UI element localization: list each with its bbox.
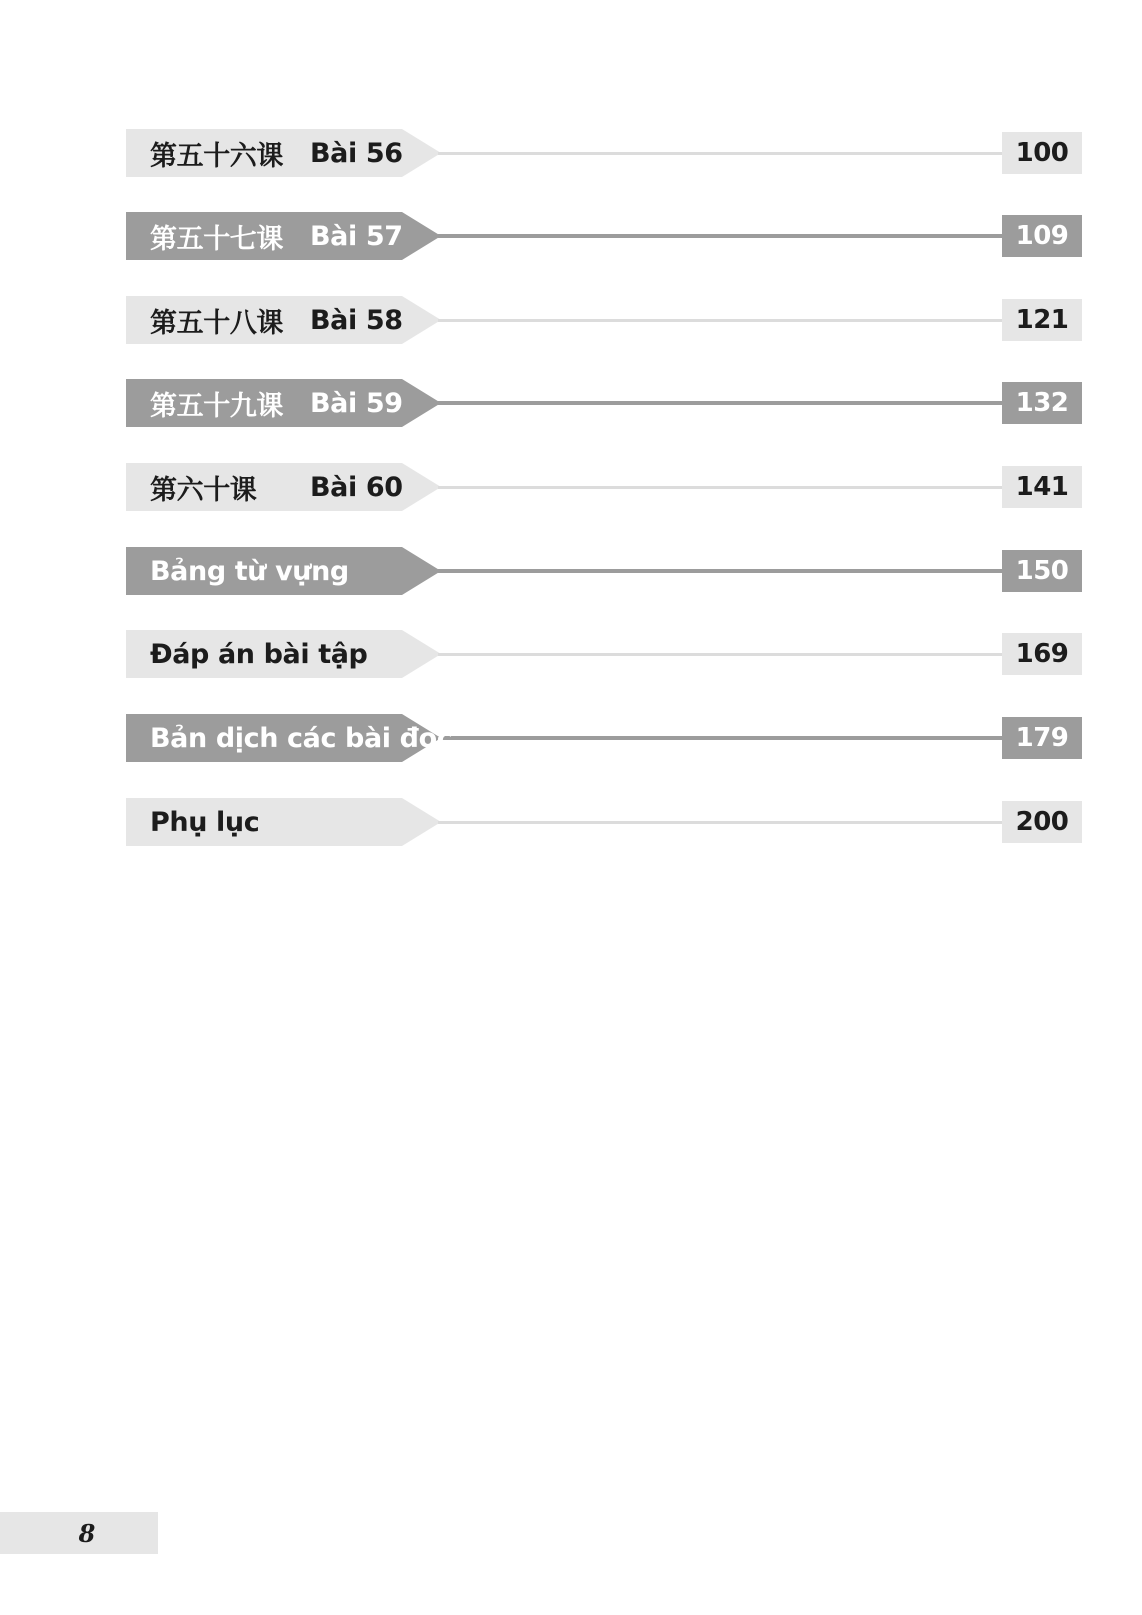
entry-title bbox=[150, 547, 349, 595]
entry-title bbox=[150, 798, 259, 846]
entry-title bbox=[150, 379, 403, 427]
entry-page-number: 100 bbox=[1002, 132, 1082, 174]
entry-page-number: 150 bbox=[1002, 550, 1082, 592]
leader-line bbox=[438, 569, 1082, 573]
toc-entry-lesson-60[interactable] bbox=[126, 463, 1069, 511]
entry-title bbox=[150, 714, 452, 762]
leader-line bbox=[438, 653, 1082, 656]
entry-title bbox=[150, 212, 403, 260]
entry-title-vietnamese: Bài 58 bbox=[310, 304, 403, 336]
toc-entry-lesson-57[interactable] bbox=[126, 212, 1069, 260]
entry-page-number: 121 bbox=[1002, 299, 1082, 341]
page-number: 8 bbox=[78, 1518, 96, 1548]
toc-entry-appendix[interactable] bbox=[126, 798, 1069, 846]
leader-line bbox=[438, 234, 1082, 238]
page-footer bbox=[0, 1512, 158, 1554]
entry-title-chinese: 第五十六课 bbox=[150, 140, 283, 172]
toc-entry-lesson-56[interactable] bbox=[126, 129, 1069, 177]
entry-title-chinese: 第六十课 bbox=[150, 474, 257, 506]
entry-title-vietnamese: Bài 57 bbox=[310, 220, 403, 252]
entry-title-vietnamese: Bản dịch các bài đọc bbox=[150, 722, 453, 754]
entry-page-number: 141 bbox=[1002, 466, 1082, 508]
entry-title-vietnamese: Đáp án bài tập bbox=[150, 638, 368, 670]
leader-line bbox=[438, 486, 1082, 489]
entry-title-vietnamese: Bảng từ vựng bbox=[150, 555, 349, 587]
entry-page-number: 109 bbox=[1002, 215, 1082, 257]
entry-title-vietnamese: Phụ lục bbox=[150, 806, 260, 838]
entry-page-number: 200 bbox=[1002, 801, 1082, 843]
entry-title-chinese: 第五十八课 bbox=[150, 307, 283, 339]
entry-title-vietnamese: Bài 56 bbox=[310, 137, 403, 169]
leader-line bbox=[438, 821, 1082, 824]
leader-line bbox=[438, 152, 1082, 155]
entry-title bbox=[150, 129, 403, 177]
toc-entry-translations[interactable] bbox=[126, 714, 1069, 762]
entry-title-vietnamese: Bài 59 bbox=[310, 387, 403, 419]
leader-line bbox=[438, 736, 1082, 740]
toc-entry-vocabulary[interactable] bbox=[126, 547, 1069, 595]
entry-page-number: 179 bbox=[1002, 717, 1082, 759]
leader-line bbox=[438, 401, 1082, 405]
entry-page-number: 132 bbox=[1002, 382, 1082, 424]
toc-entry-lesson-59[interactable] bbox=[126, 379, 1069, 427]
entry-title-chinese: 第五十九课 bbox=[150, 390, 283, 422]
entry-title-chinese: 第五十七课 bbox=[150, 223, 283, 255]
entry-title bbox=[150, 296, 403, 344]
entry-title bbox=[150, 630, 367, 678]
toc-entry-lesson-58[interactable] bbox=[126, 296, 1069, 344]
entry-page-number: 169 bbox=[1002, 633, 1082, 675]
entry-title-vietnamese: Bài 60 bbox=[310, 471, 403, 503]
toc-entry-answer-key[interactable] bbox=[126, 630, 1069, 678]
entry-title bbox=[150, 463, 403, 511]
leader-line bbox=[438, 319, 1082, 322]
